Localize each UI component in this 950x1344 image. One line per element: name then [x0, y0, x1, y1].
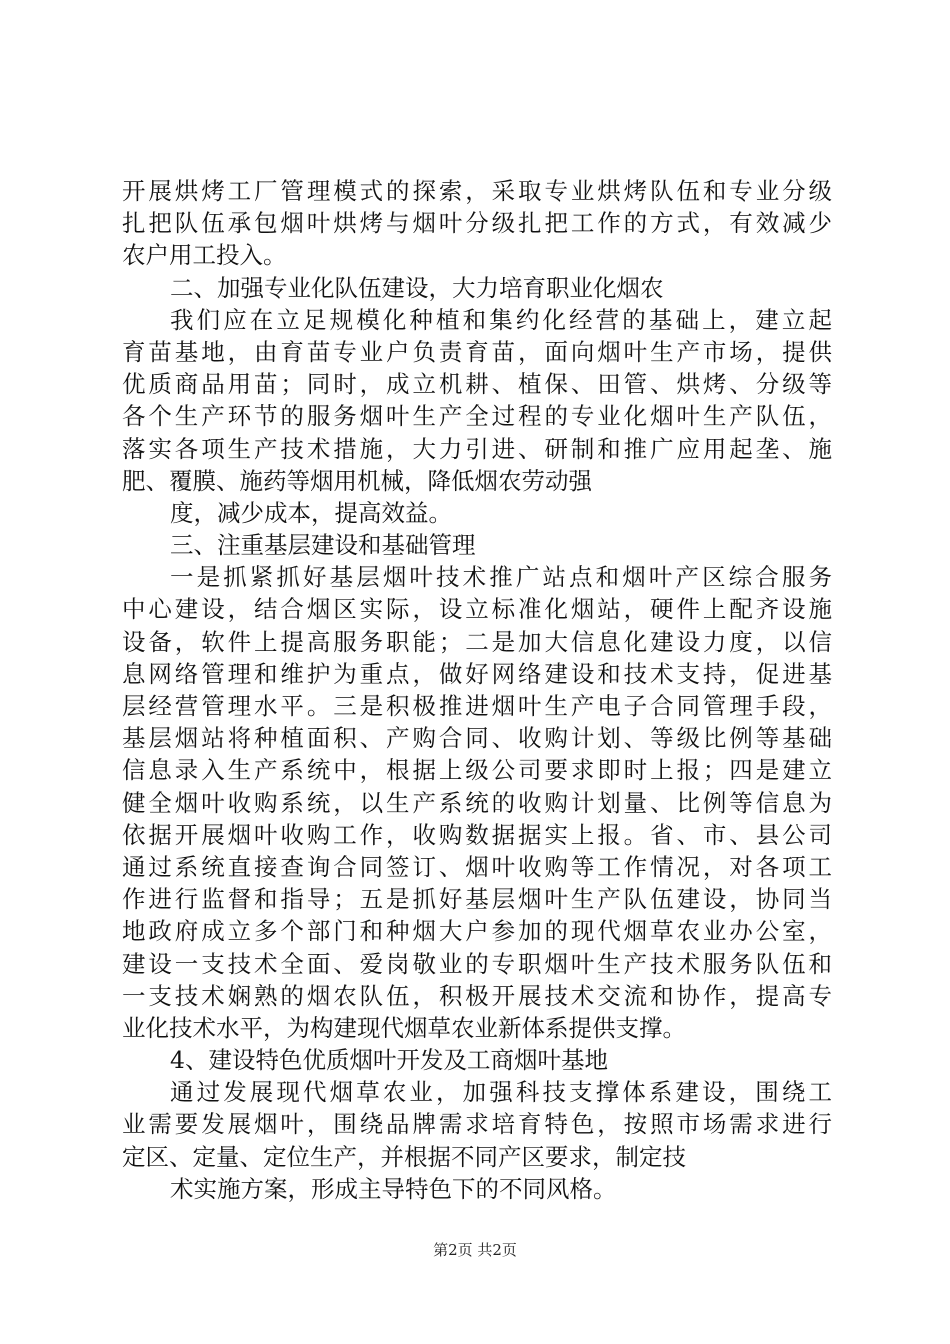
- text-line: 一是抓紧抓好基层烟叶技术推广站点和烟叶产区综合服务: [170, 563, 832, 592]
- page-footer: 第2页 共2页: [433, 1241, 517, 1259]
- text-line: 信息录入生产系统中，根据上级公司要求即时上报；四是建立: [122, 756, 832, 785]
- text-line: 开展烘烤工厂管理模式的探索，采取专业烘烤队伍和专业分级: [122, 177, 832, 205]
- text-line: 4、建设特色优质烟叶开发及工商烟叶基地: [170, 1046, 608, 1075]
- text-line: 定区、定量、定位生产，并根据不同产区要求，制定技: [122, 1142, 686, 1171]
- text-line: 通过发展现代烟草农业，加强科技支撑体系建设，围绕工: [170, 1078, 832, 1107]
- text-line: 建设一支技术全面、爱岗敬业的专职烟叶生产技术服务队伍和: [122, 949, 832, 978]
- text-line: 农户用工投入。: [122, 241, 287, 270]
- text-line: 层经营管理水平。三是积极推进烟叶生产电子合同管理手段，: [122, 692, 832, 720]
- text-line: 落实各项生产技术措施，大力引进、研制和推广应用起垄、施: [122, 434, 832, 463]
- text-line: 我们应在立足规模化种植和集约化经营的基础上，建立起: [170, 305, 832, 334]
- text-line: 各个生产环节的服务烟叶生产全过程的专业化烟叶生产队伍，: [122, 402, 832, 431]
- text-line: 优质商品用苗；同时，成立机耕、植保、田管、烘烤、分级等: [122, 370, 832, 399]
- text-line: 地政府成立多个部门和种烟大户参加的现代烟草农业办公室，: [122, 917, 832, 946]
- text-line: 基层烟站将种植面积、产购合同、收购计划、等级比例等基础: [122, 724, 832, 753]
- text-line: 通过系统直接查询合同签订、烟叶收购等工作情况，对各项工: [122, 852, 832, 881]
- text-line: 度，减少成本，提高效益。: [170, 498, 452, 527]
- text-line: 二、加强专业化队伍建设，大力培育职业化烟农: [170, 273, 664, 302]
- text-line: 一支技术娴熟的烟农队伍，积极开展技术交流和协作，提高专: [122, 981, 832, 1010]
- text-line: 三、注重基层建设和基础管理: [170, 531, 476, 560]
- text-line: 业化技术水平，为构建现代烟草农业新体系提供支撑。: [122, 1013, 686, 1042]
- text-line: 中心建设，结合烟区实际，设立标准化烟站，硬件上配齐设施: [122, 595, 832, 624]
- text-line: 业需要发展烟叶，围绕品牌需求培育特色，按照市场需求进行: [122, 1110, 832, 1139]
- text-line: 健全烟叶收购系统，以生产系统的收购计划量、比例等信息为: [122, 788, 832, 817]
- text-line: 肥、覆膜、施药等烟用机械，降低烟农劳动强: [122, 466, 592, 495]
- text-line: 育苗基地，由育苗专业户负责育苗，面向烟叶生产市场，提供: [122, 337, 832, 366]
- text-line: 作进行监督和指导；五是抓好基层烟叶生产队伍建设，协同当: [122, 885, 832, 914]
- text-line: 术实施方案，形成主导特色下的不同风格。: [170, 1174, 617, 1203]
- text-line: 依据开展烟叶收购工作，收购数据据实上报。省、市、县公司: [122, 820, 832, 849]
- text-line: 息网络管理和维护为重点，做好网络建设和技术支持，促进基: [122, 659, 832, 688]
- text-line: 设备，软件上提高服务职能；二是加大信息化建设力度，以信: [122, 627, 832, 656]
- text-line: 扎把队伍承包烟叶烘烤与烟叶分级扎把工作的方式，有效减少: [122, 209, 832, 238]
- document-body: [122, 175, 832, 1205]
